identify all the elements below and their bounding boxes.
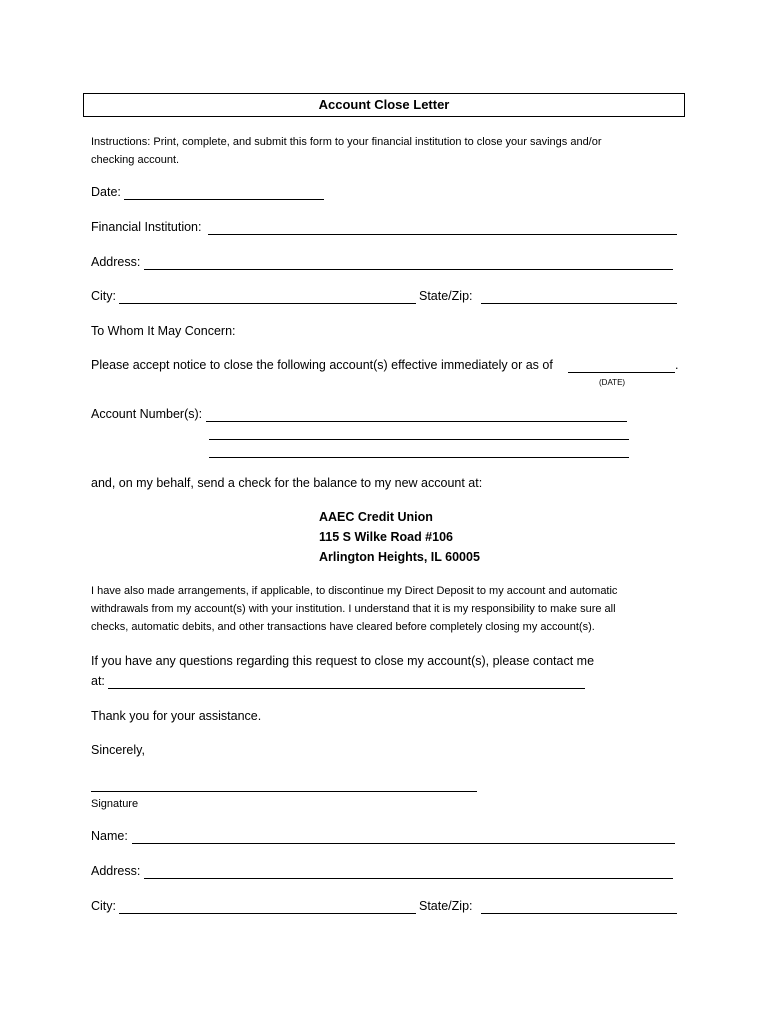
financial-institution-label: Financial Institution: (91, 220, 202, 234)
signature-field[interactable] (91, 791, 477, 792)
contact-field[interactable] (108, 688, 585, 689)
state-zip-label: State/Zip: (419, 289, 473, 303)
account-numbers-label: Account Number(s): (91, 407, 203, 421)
bottom-address-field[interactable] (144, 878, 673, 879)
signature-caption: Signature (91, 798, 139, 810)
city-field[interactable] (119, 303, 416, 304)
new-account-street: 115 S Wilke Road #106 (319, 530, 453, 544)
questions-line-1: If you have any questions regarding this request to close my account(s), please contact me (91, 654, 595, 668)
instructions-line-1: Instructions: Print, complete, and submit this form to your financial institution to close your savings and/or (91, 136, 602, 148)
address-label: Address: (91, 255, 141, 269)
state-zip-field[interactable] (481, 303, 677, 304)
salutation: To Whom It May Concern: (91, 324, 236, 338)
new-account-city-state-zip: Arlington Heights, IL 60005 (319, 550, 480, 564)
bottom-address-label: Address: (91, 864, 141, 878)
name-field[interactable] (132, 843, 675, 844)
notice-period: . (675, 358, 679, 372)
city-label: City: (91, 289, 116, 303)
notice-text: Please accept notice to close the following account(s) effective immediately or as of (91, 358, 553, 372)
instructions-line-2: checking account. (91, 154, 180, 166)
address-field[interactable] (144, 269, 673, 270)
questions-line-2: at: (91, 674, 105, 688)
arrangements-line-3: checks, automatic debits, and other transactions have cleared before completely closing my account(s). (91, 621, 595, 633)
closing-text: Sincerely, (91, 743, 145, 757)
date-label: Date: (91, 185, 121, 199)
bottom-city-label: City: (91, 899, 116, 913)
bottom-city-field[interactable] (119, 913, 416, 914)
new-account-name: AAEC Credit Union (319, 510, 433, 524)
account-number-field-2[interactable] (209, 439, 629, 440)
check-instruction: and, on my behalf, send a check for the balance to my new account at: (91, 476, 483, 490)
financial-institution-field[interactable] (208, 234, 677, 235)
account-number-field-3[interactable] (209, 457, 629, 458)
thanks-text: Thank you for your assistance. (91, 709, 262, 723)
page-title: Account Close Letter (318, 97, 450, 112)
bottom-state-zip-label: State/Zip: (419, 899, 473, 913)
name-label: Name: (91, 829, 128, 843)
arrangements-line-2: withdrawals from my account(s) with your institution. I understand that it is my responsibility to make sure all (91, 603, 616, 615)
title-box (83, 93, 685, 117)
effective-date-field[interactable] (568, 372, 675, 373)
bottom-state-zip-field[interactable] (481, 913, 677, 914)
account-number-field-1[interactable] (206, 421, 627, 422)
arrangements-line-1: I have also made arrangements, if applicable, to discontinue my Direct Deposit to my account and automatic (91, 585, 618, 597)
date-caption: (DATE) (599, 378, 626, 387)
date-field[interactable] (124, 199, 324, 200)
